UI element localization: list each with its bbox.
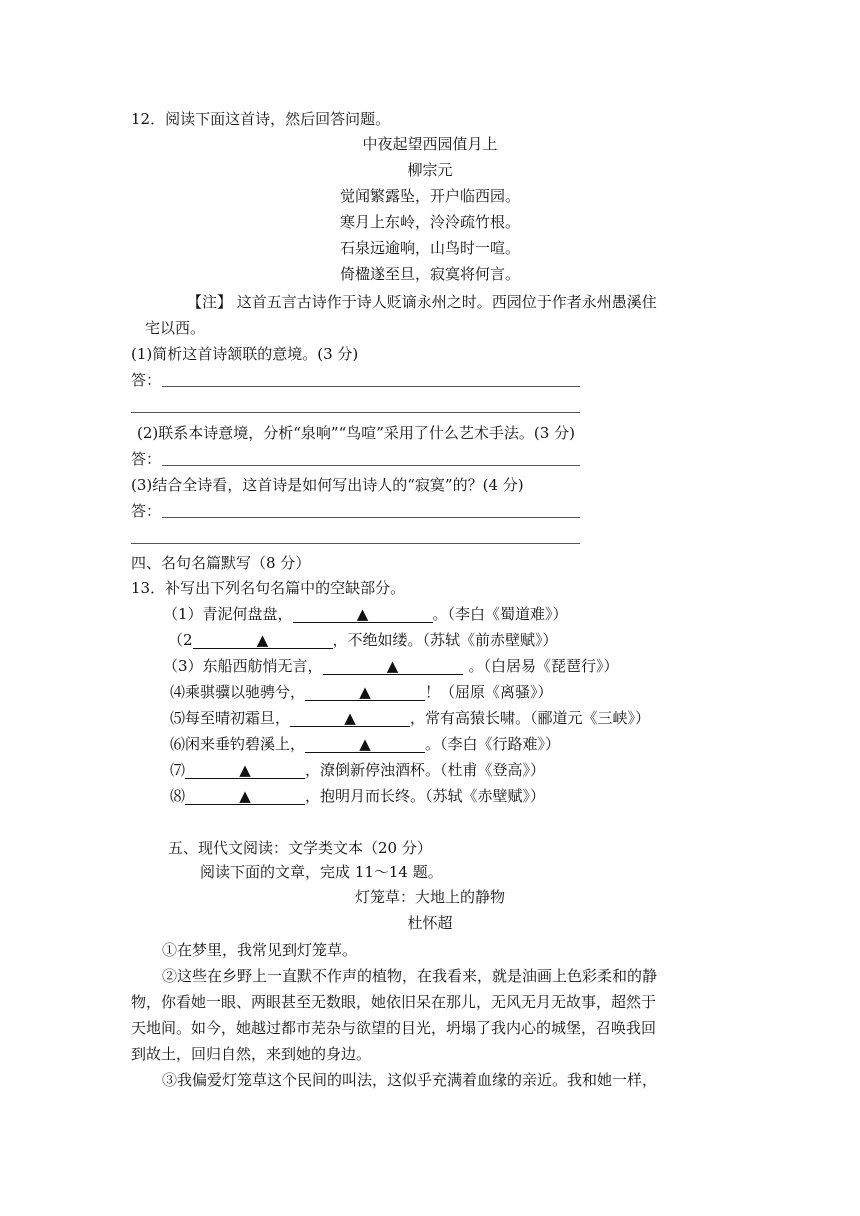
item-pre: ⑸每至晴初霜旦， — [170, 709, 291, 727]
item-post: ，常有高猿长啸。（郦道元《三峡》） — [410, 709, 651, 727]
sub-question-2: (2)联系本诗意境，分析“泉响”“鸟喧”采用了什么艺术手法。(3 分) — [137, 424, 575, 442]
fill-item-1 — [163, 604, 568, 624]
article-title: 灯笼草：大地上的静物 — [354, 888, 505, 906]
triangle-icon: ▲ — [386, 657, 399, 675]
article-paragraph: ①在梦里，我常见到灯笼草。 — [162, 941, 358, 959]
answer-line[interactable] — [162, 517, 580, 518]
fill-blank[interactable] — [305, 736, 425, 753]
fill-blank[interactable] — [185, 762, 305, 779]
poem-line: 石泉远逾响，山鸟时一喧。 — [339, 239, 520, 257]
section-heading: 五、现代文阅读：文学类文本（20 分） — [168, 839, 432, 857]
item-pre: ⑺ — [170, 761, 186, 779]
q13-prompt: 13．补写出下列名句名篇中的空缺部分。 — [131, 579, 406, 597]
fill-blank[interactable] — [185, 788, 305, 805]
article-paragraph: ③我偏爱灯笼草这个民间的叫法，这似乎充满着血缘的亲近。我和她一样， — [162, 1071, 658, 1089]
item-pre: （2 — [168, 631, 193, 649]
fill-item-8 — [170, 786, 545, 806]
answer-label: 答： — [131, 450, 162, 468]
item-post: 。（李白《行路难》） — [425, 735, 561, 753]
fill-item-4 — [170, 682, 553, 702]
poem-line: 倚楹遂至旦，寂寞将何言。 — [339, 265, 520, 283]
poem-author: 柳宗元 — [407, 161, 453, 179]
article-paragraph-cont: 天地间。如今，她越过都市芜杂与欲望的目光，坍塌了我内心的城堡，召唤我回 — [131, 1019, 657, 1037]
sub-question-1: (1)简析这首诗颔联的意境。(3 分) — [131, 345, 359, 363]
q12-prompt: 12．阅读下面这首诗，然后回答问题。 — [131, 110, 391, 128]
fill-item-2 — [168, 630, 558, 650]
item-pre: ⑻ — [170, 787, 186, 805]
section-instruction: 阅读下面的文章，完成 11～14 题。 — [200, 863, 443, 881]
poem-line: 寒月上东岭，泠泠疏竹根。 — [339, 213, 520, 231]
item-post: ！（屈原《离骚》） — [425, 683, 553, 701]
item-post: 。（白居易《琵琶行》） — [468, 657, 619, 675]
fill-item-6 — [170, 734, 560, 754]
answer-label: 答： — [131, 371, 162, 389]
item-post: ，不绝如缕。（苏轼《前赤壁赋》） — [332, 631, 558, 649]
triangle-icon: ▲ — [239, 761, 251, 779]
section-heading: 四、名句名篇默写（8 分） — [131, 554, 311, 572]
article-paragraph: ②这些在乡野上一直默不作声的植物，在我看来，就是油画上色彩柔和的静 — [162, 967, 658, 985]
poem-note: 【注】 这首五言古诗作于诗人贬谪永州之时。西园位于作者永州愚溪住 — [187, 293, 657, 311]
poem-title: 中夜起望西园值月上 — [362, 135, 498, 153]
article-paragraph-cont: 到故土，回归自然，来到她的身边。 — [131, 1045, 372, 1063]
fill-blank[interactable] — [305, 684, 425, 701]
fill-item-7 — [170, 760, 545, 780]
fill-item-5 — [170, 708, 650, 728]
article-author: 杜怀超 — [407, 914, 453, 932]
item-post: ，抱明月而长终。（苏轼《赤壁赋》） — [305, 787, 546, 805]
triangle-icon: ▲ — [356, 605, 369, 623]
answer-label: 答： — [131, 502, 162, 520]
item-pre: ⑷乘骐骥以驰骋兮， — [170, 683, 306, 701]
triangle-icon: ▲ — [344, 709, 356, 727]
sub-question-3: (3)结合全诗看，这首诗是如何写出诗人的“寂寞”的？(4 分) — [131, 476, 524, 494]
triangle-icon: ▲ — [359, 735, 371, 753]
fill-blank[interactable] — [323, 658, 463, 675]
fill-blank[interactable] — [290, 710, 410, 727]
poem-line: 觉闻繁露坠，开户临西园。 — [339, 187, 520, 205]
answer-line[interactable] — [131, 543, 580, 544]
answer-line[interactable] — [162, 386, 580, 387]
triangle-icon: ▲ — [256, 631, 269, 649]
article-paragraph-cont: 物，你看她一眼、两眼甚至无数眼，她依旧呆在那儿，无风无月无故事，超然于 — [131, 993, 657, 1011]
poem-note-cont: 宅以西。 — [145, 319, 206, 337]
item-post: 。（李白《蜀道难》） — [432, 605, 568, 623]
item-pre: （1）青泥何盘盘， — [163, 605, 293, 623]
fill-item-3 — [163, 656, 619, 676]
answer-line[interactable] — [131, 412, 580, 413]
fill-blank[interactable] — [293, 606, 433, 623]
item-pre: ⑹闲来垂钓碧溪上， — [170, 735, 306, 753]
triangle-icon: ▲ — [359, 683, 371, 701]
item-post: ，潦倒新停浊酒杯。（杜甫《登高》） — [305, 761, 546, 779]
triangle-icon: ▲ — [239, 787, 251, 805]
answer-line[interactable] — [162, 465, 580, 466]
fill-blank[interactable] — [193, 632, 333, 649]
item-pre: （3）东船西舫悄无言， — [163, 657, 323, 675]
